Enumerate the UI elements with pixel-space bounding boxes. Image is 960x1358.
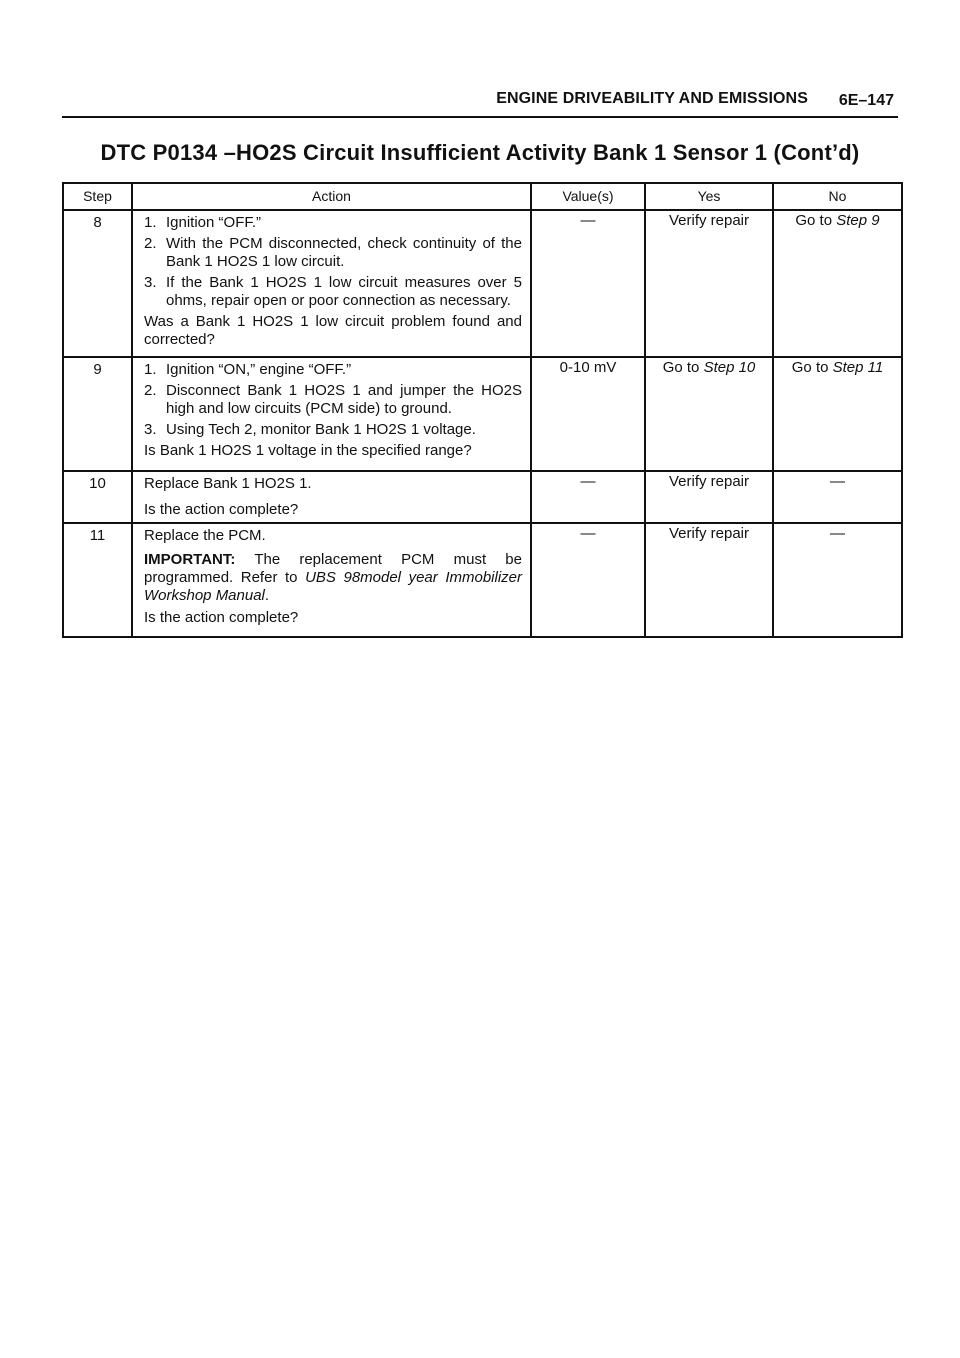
step-link[interactable]: Step 10	[703, 359, 756, 376]
question: Is the action complete?	[144, 609, 299, 626]
step-link[interactable]: Step 11	[832, 359, 884, 376]
no-cell: Go to Step 9	[773, 210, 902, 357]
step-number: 9	[63, 357, 132, 471]
no-cell: —	[773, 471, 902, 523]
list-item: 2. With the PCM disconnected, check continuity of the Bank 1 HO2S 1 low circuit.	[144, 235, 522, 270]
diagnostic-table	[62, 182, 903, 638]
value-cell: 0-10 mV	[531, 357, 645, 471]
document-title: DTC P0134 –HO2S Circuit Insufficient Activity Bank 1 Sensor 1 (Cont’d)	[100, 140, 860, 165]
step-link[interactable]: Step 9	[836, 212, 880, 229]
header-action: Action	[132, 183, 531, 210]
important-note: IMPORTANT: The replacement PCM must be programmed. Refer to UBS 98model year Immobilizer Workshop Manual.	[144, 551, 522, 604]
step-number: 11	[63, 523, 132, 637]
step-number: 8	[63, 210, 132, 357]
action-cell	[132, 471, 531, 523]
section-title: ENGINE DRIVEABILITY AND EMISSIONS	[496, 90, 808, 107]
question: Is the action complete?	[144, 501, 299, 518]
action-cell	[132, 357, 531, 471]
table-row	[63, 523, 902, 637]
header-step: Step	[63, 183, 132, 210]
important-label: IMPORTANT:	[144, 551, 236, 568]
no-cell: —	[773, 523, 902, 637]
header-values: Value(s)	[531, 183, 645, 210]
list-item: 3. If the Bank 1 HO2S 1 low circuit measures over 5 ohms, repair open or poor connection as necessary.	[144, 274, 522, 309]
list-item: 3. Using Tech 2, monitor Bank 1 HO2S 1 voltage.	[144, 421, 476, 438]
question: Is Bank 1 HO2S 1 voltage in the specified range?	[144, 442, 472, 459]
list-item: 1. Ignition “OFF.”	[144, 214, 262, 231]
table-header-row	[63, 183, 902, 210]
action-line: Replace the PCM.	[144, 527, 266, 544]
list-item: 1. Ignition “ON,” engine “OFF.”	[144, 361, 352, 378]
value-cell: —	[531, 471, 645, 523]
manual-reference: UBS 98model year Immobilizer Workshop Manual	[144, 569, 522, 604]
list-item: 2. Disconnect Bank 1 HO2S 1 and jumper the HO2S high and low circuits (PCM side) to ground.	[144, 382, 522, 417]
page-number: 6E–147	[838, 92, 894, 109]
yes-cell: Verify repair	[645, 471, 773, 523]
table-row	[63, 357, 902, 471]
action-cell	[132, 523, 531, 637]
action-cell	[132, 210, 531, 357]
yes-cell: Verify repair	[645, 523, 773, 637]
step-number: 10	[63, 471, 132, 523]
table-row	[63, 210, 902, 357]
value-cell: —	[531, 523, 645, 637]
header-yes: Yes	[645, 183, 773, 210]
header-no: No	[773, 183, 902, 210]
table-row	[63, 471, 902, 523]
yes-cell: Go to Step 10	[645, 357, 773, 471]
value-cell: —	[531, 210, 645, 357]
yes-cell: Verify repair	[645, 210, 773, 357]
page-header	[62, 88, 898, 118]
action-line: Replace Bank 1 HO2S 1.	[144, 475, 312, 492]
no-cell: Go to Step 11	[773, 357, 902, 471]
question: Was a Bank 1 HO2S 1 low circuit problem found and corrected?	[144, 313, 522, 348]
